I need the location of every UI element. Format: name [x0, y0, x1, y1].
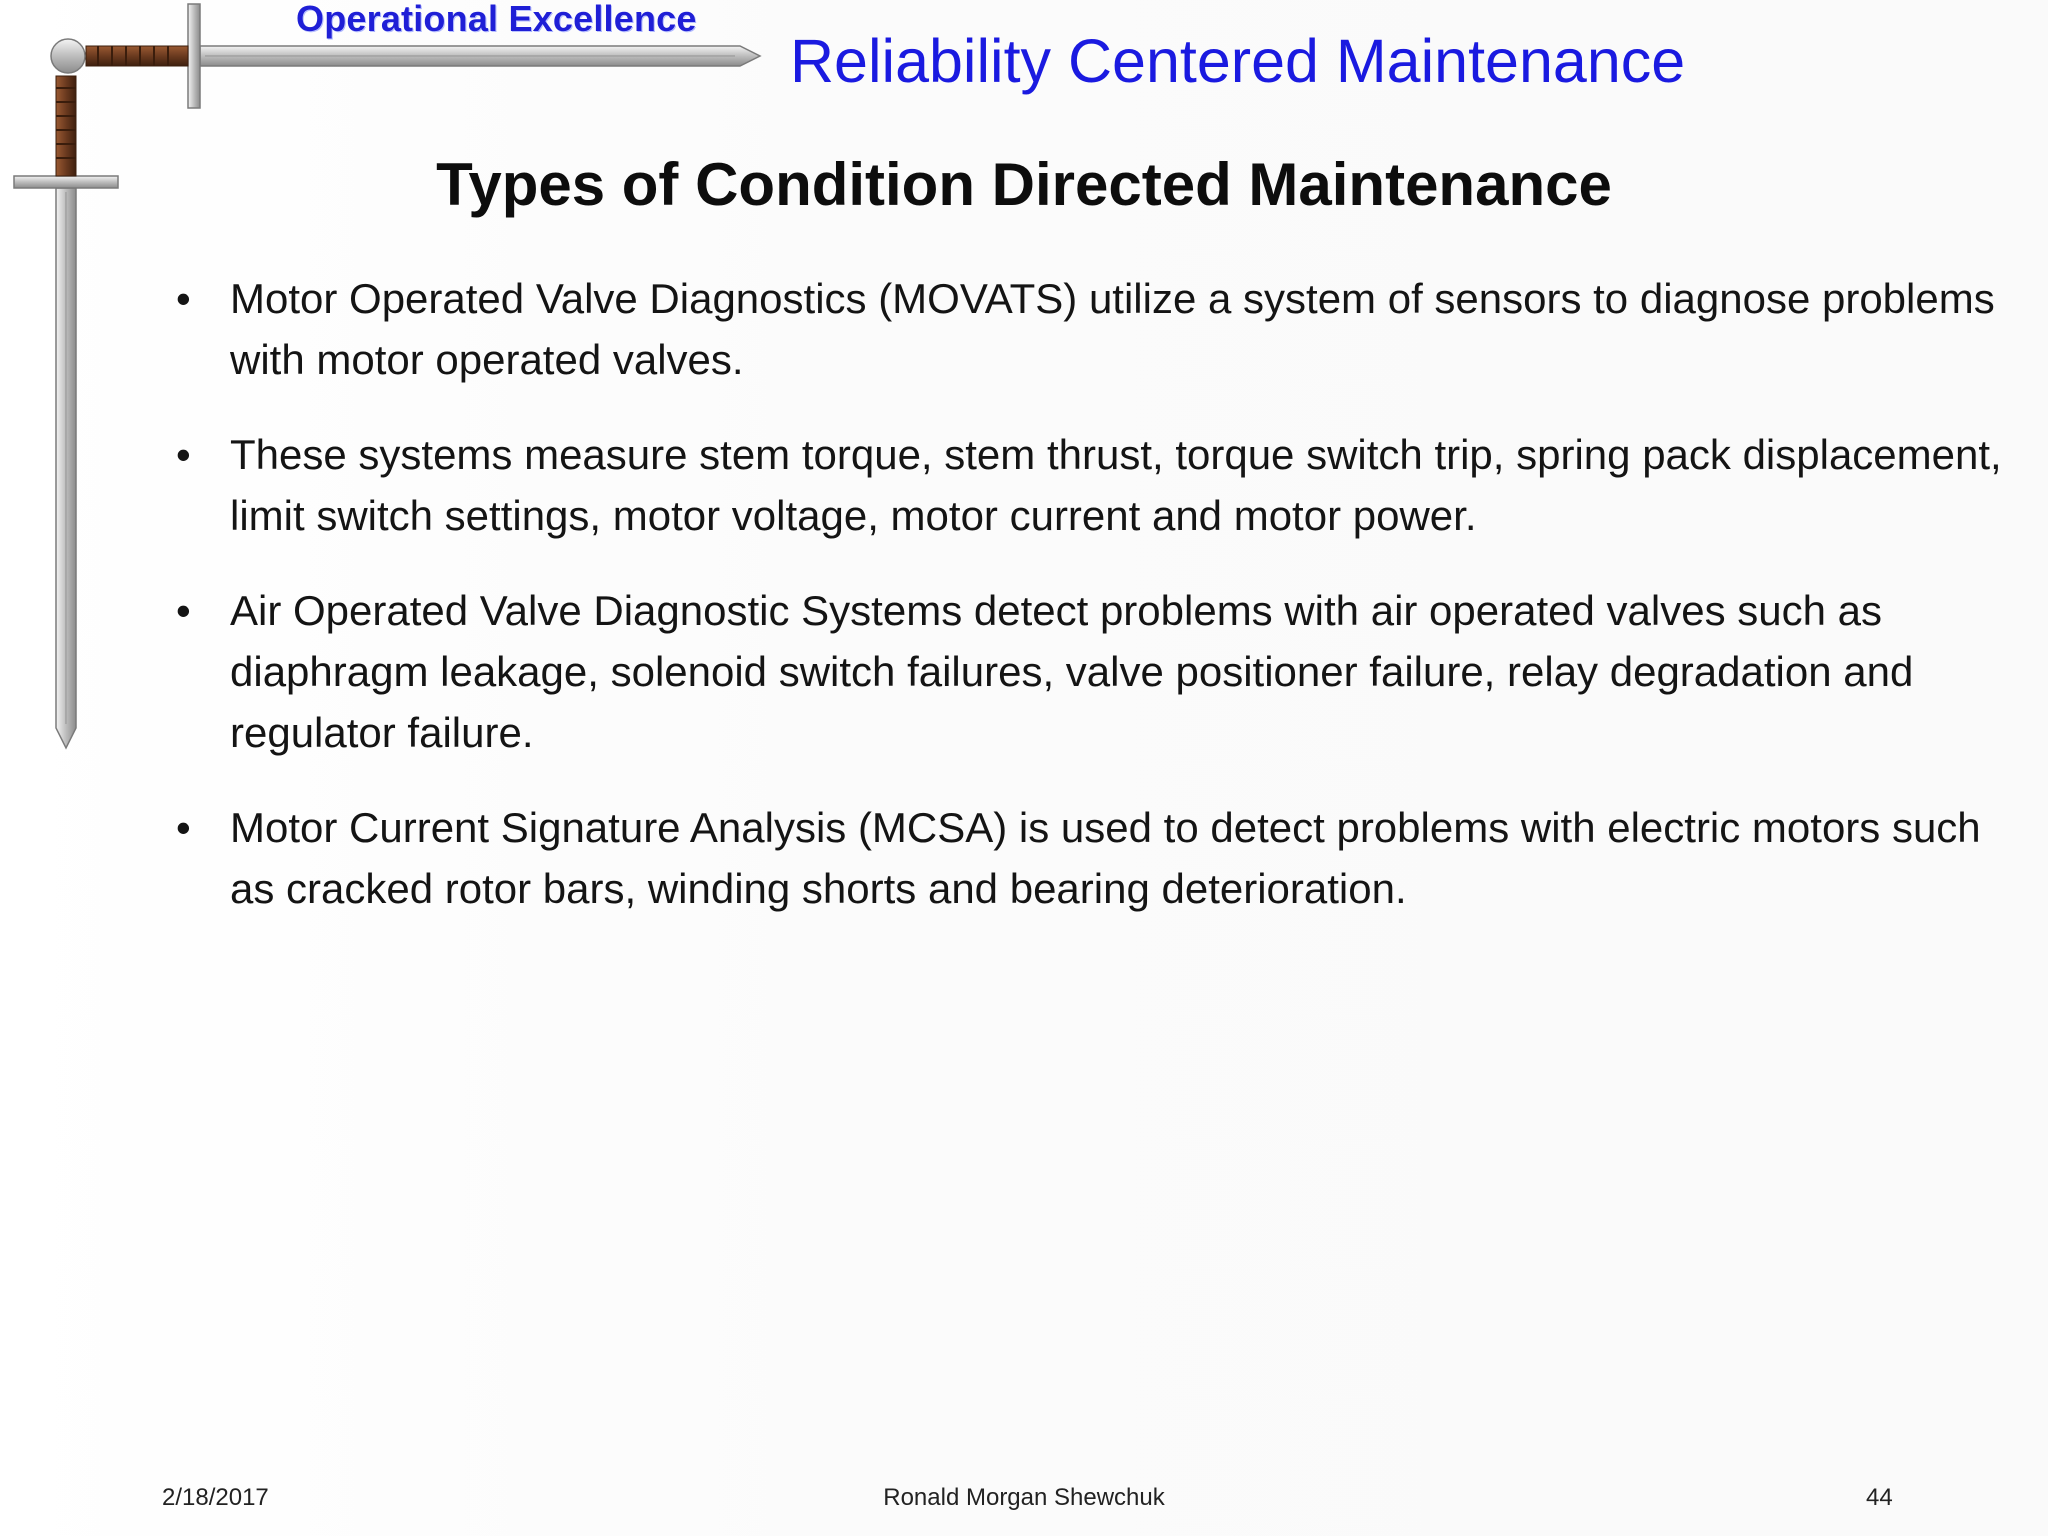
bullet-marker: • — [176, 804, 191, 851]
bullet-text: Motor Operated Valve Diagnostics (MOVATS) utilize a system of sensors to diagnose problems with motor operated valves. — [230, 275, 1995, 383]
bullet-item — [176, 797, 2006, 919]
footer-author: Ronald Morgan Shewchuk — [883, 1484, 1165, 1511]
bullet-item — [176, 424, 2006, 546]
brand-title: Operational Excellence — [296, 0, 697, 39]
bullet-marker: • — [176, 587, 191, 634]
bullet-marker: • — [176, 275, 191, 322]
bullet-list — [176, 268, 2006, 953]
topic-title: Reliability Centered Maintenance — [790, 27, 1686, 95]
bullet-text: Motor Current Signature Analysis (MCSA) is used to detect problems with electric motors such as cracked rotor bars, winding shorts and bearing deterioration. — [230, 804, 1981, 912]
bullet-text: Air Operated Valve Diagnostic Systems detect problems with air operated valves such as diaphragm leakage, solenoid switch failures, valve positioner failure, relay degradation and regulator failure. — [230, 587, 1914, 756]
bullet-item — [176, 580, 2006, 763]
bullet-text: These systems measure stem torque, stem thrust, torque switch trip, spring pack displacement, limit switch settings, motor voltage, motor current and motor power. — [230, 431, 2002, 539]
bullet-marker: • — [176, 431, 191, 478]
bullet-item — [176, 268, 2006, 390]
slide-title: Types of Condition Directed Maintenance — [436, 151, 1612, 218]
footer-date: 2/18/2017 — [162, 1484, 269, 1511]
page-number: 44 — [1866, 1484, 1893, 1511]
